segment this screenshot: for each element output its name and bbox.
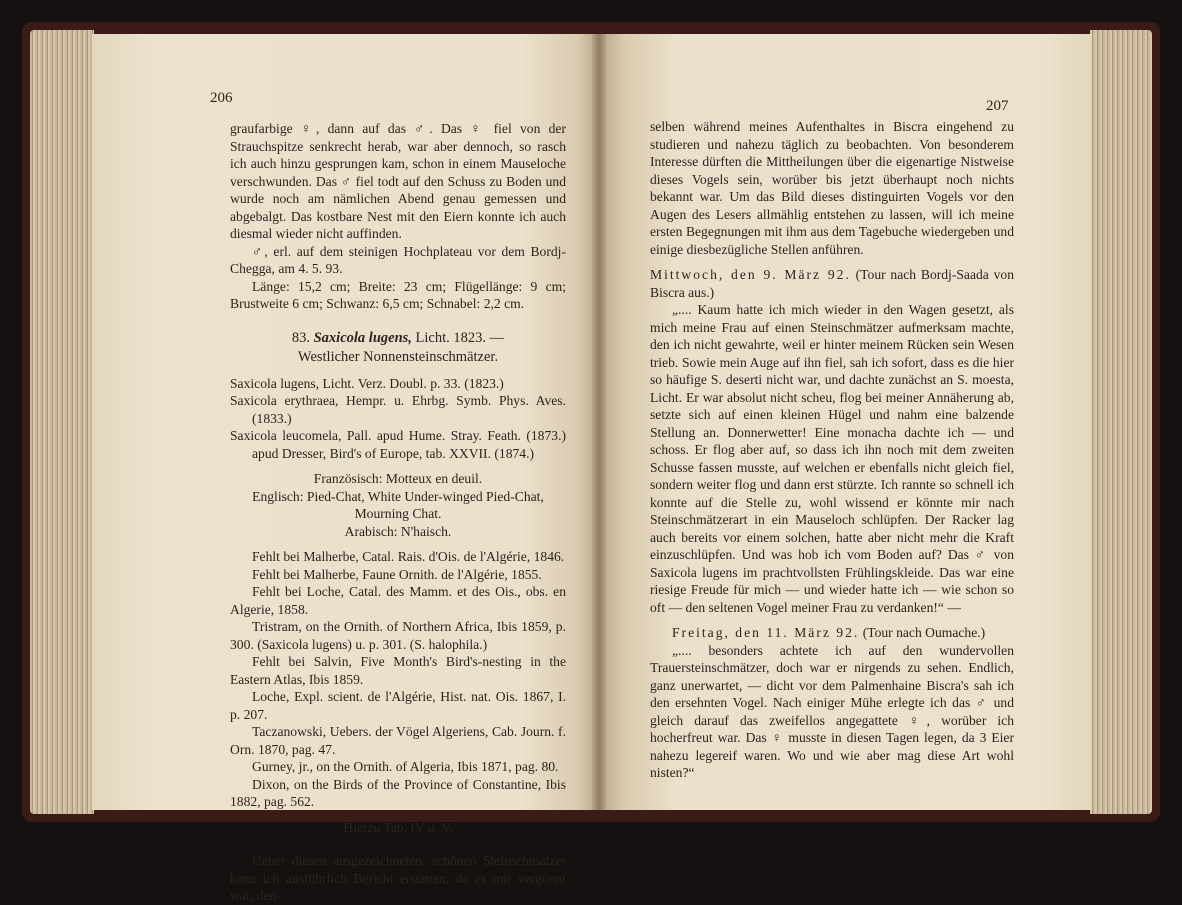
page-number-left: 206 [210,90,233,106]
left-text-column [230,120,566,905]
species-common-name: Westlicher Nonnensteinschmätzer. [297,348,499,365]
diary-heading: Mittwoch, den 9. März 92. (Tour nach Bordj-Saada von Biscra aus.) [650,267,1014,300]
diary-heading: Freitag, den 11. März 92. (Tour nach Oumache.) [672,625,986,640]
reference: Fehlt bei Malherbe, Catal. Rais. d'Ois. de l'Algérie, 1846. [252,549,565,564]
reference: Fehlt bei Malherbe, Faune Ornith. de l'Algérie, 1855. [252,566,542,582]
reference: Gurney, jr., on the Ornith. of Algeria, Ibis 1871, pag. 80. [252,759,559,774]
reference: Dixon, on the Birds of the Province of Constantine, Ibis 1882, pag. 562. [230,776,566,809]
measurements: Länge: 15,2 cm; Breite: 23 cm; Flügellänge: 9 cm; Brustweite 6 cm; Schwanz: 6,5 cm; Schnabel: 2,2 cm. [230,278,566,311]
left-page [92,34,598,903]
page-edges-left [30,30,94,814]
right-page [598,34,1092,810]
paragraph: Ueber diesen ausgezeichneten, schönen Steinschmätzer kann ich ausführlich Bericht erstatten, da es mir vergönnt war, den- [230,853,566,903]
reference: Fehlt bei Salvin, Five Month's Bird's-nesting in the Eastern Atlas, Ibis 1859. [230,654,566,687]
plate-reference: Hierzu Tab. IV u. V. [343,819,453,835]
synonym: Saxicola erythraea, Hempr. u. Ehrbg. Symb. Phys. Aves. (1833.) [230,393,566,426]
diary-entry: „.... Kaum hatte ich mich wieder in den Wagen gesetzt, als mich meine Frau auf einen Steinschmätzer aufmerksam machte, den ich nicht gewahrte, weil er hinter meinem Rücken sein Wesen trieb. Sowie mein Auge auf ihn fiel, sah ich sofort, dass es die hier so häufige S. deserti nicht war, und dachte zunächst an S. moesta, Licht. Er war absolut nicht scheu, flog bei meiner Annäherung ab, setzte sich auf einen kleinen Hügel und nahm eine balzende Stellung an. Donnerwetter! Eine monacha dachte ich — und schoss. Er flog aber auf, so dass ich ihn noch mit dem zweiten Schusse fassen musste, auf welchen er ebenfalls nicht gleich fiel, sondern weiter flog und dann erst stürzte. Ich rannte so schnell ich konnte auf die Stelle zu, wohl wissend er könnte mir nach Steinschmätzerart in ein Mauseloch schlüpfen. Der Racker lag auch bereits vor einem solchen, hatte aber nicht mehr die Kraft einzuschlüpfen. Und was hob ich vom Boden auf? Das ♂ von Saxicola lugens im prachtvollsten Frühlingskleide. Das war eine riesige Freude für mich — und wieder hatte ich — wie schon so oft — den seltenen Vogel meiner Frau zu verdanken!“ — [650,302,1014,615]
paragraph: selben während meines Aufenthaltes in Biscra eingehend zu studieren und nahezu täglich zu beobachten. Von besonderem Interesse dürften die Mittheilungen über die eigenartige Nistweise dieses Vogels sein, worüber bis jetzt überhaupt noch nichts bekannt war. Um das Bild dieses distinguirten Vogels vor den Augen des Lesers allmählig entstehen zu lassen, will ich meine ersten Begegnungen mit ihm aus dem Tagebuche wiedergeben und einige diesbezügliche Stellen anführen. [650,119,1014,257]
diary-entry: „.... besonders achtete ich auf den wundervollen Trauersteinschmätzer, doch war er nirgends zu sehen. Endlich, ganz unerwartet, — dicht vor dem Palmenhaine Biscra's sah ich den ersehnten Vogel. Nach einiger Mühe erlegte ich das ♂ und gleich darauf das zweifellos angegattete ♀, worüber ich hocherfreut war. Das ♀ musste in diesen Tagen legen, da 3 Eier nahezu legereif waren. Wo und wie aber mag diese Art wohl nisten?“ [650,642,1014,780]
book-gutter [592,34,606,810]
paragraph: graufarbige ♀, dann auf das ♂. Das ♀ fiel von der Strauchspitze senkrecht herab, war aber dennoch, so rasch ich auch hinzu gesprungen kam, schon in einem Mauseloche verschwunden. Das ♂ fiel todt auf den Schuss zu Boden und wurde noch am nämlichen Abend genau gemessen und abgebalgt. Das kostbare Nest mit den Eiern konnte ich auch diesmal wieder nicht auffinden. [230,121,566,241]
reference: Loche, Expl. scient. de l'Algérie, Hist. nat. Ois. 1867, I. p. 207. [230,689,566,722]
page-number-right: 207 [986,98,1009,114]
species-heading: 83. Saxicola lugens, Licht. 1823. — [291,329,505,346]
name-english: Englisch: Pied-Chat, White Under-winged Pied-Chat, Mourning Chat. [252,488,544,521]
right-text-column [650,118,1014,782]
name-arabic: Arabisch: N'haisch. [344,523,452,539]
synonym: Saxicola lugens, Licht. Verz. Doubl. p. 33. (1823.) [230,375,504,391]
reference: Fehlt bei Loche, Catal. des Mamm. et des Ois., obs. en Algerie, 1858. [230,584,566,617]
specimen-note: ♂, erl. auf dem steinigen Hochplateau vor dem Bordj-Chegga, am 4. 5. 93. [230,243,566,276]
page-edges-right [1090,30,1152,814]
synonym: Saxicola leucomela, Pall. apud Hume. Stray. Feath. (1873.) apud Dresser, Bird's of Europe, tab. XXVII. (1874.) [230,428,566,461]
reference: Tristram, on the Ornith. of Northern Africa, Ibis 1859, p. 300. (Saxicola lugens) u. p. 301. (S. halophila.) [230,619,566,652]
name-french: Französisch: Motteux en deuil. [313,471,483,486]
reference: Taczanowski, Uebers. der Vögel Algeriens, Cab. Journ. f. Orn. 1870, pag. 47. [230,724,566,757]
